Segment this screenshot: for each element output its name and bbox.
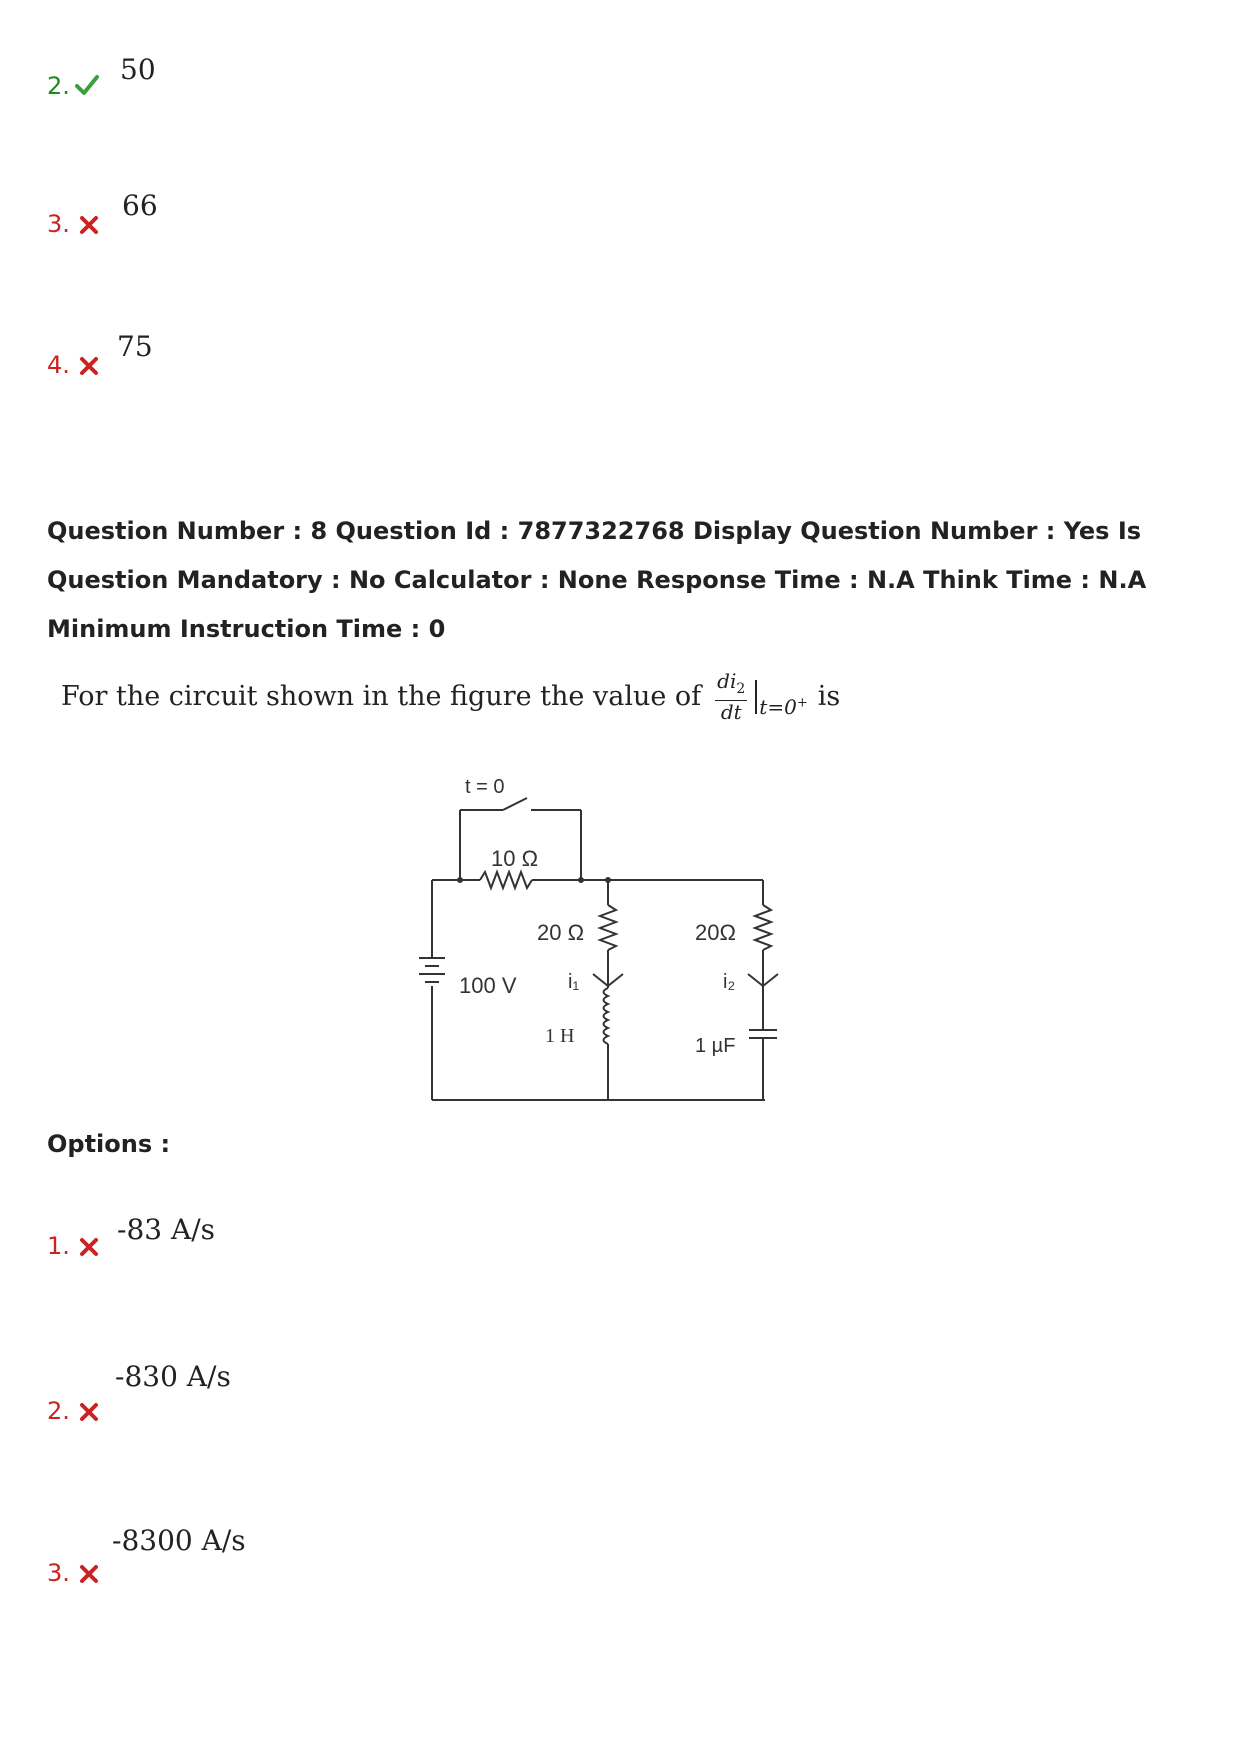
current-i1-label: i₁ <box>568 971 580 993</box>
evaluation-point: t=0+ <box>759 694 808 719</box>
question-meta: Question Number : 8 Question Id : 7877322768 Display Question Number : Yes Is Question Mandatory : No Calculator : None Response Time : N.A Think Time : N.A Minimum Instruction Time : 0 <box>47 517 1147 643</box>
option-value: 50 <box>120 53 156 86</box>
option-number: 1. <box>47 1232 70 1260</box>
option-number: 3. <box>47 210 70 238</box>
cross-icon <box>76 353 102 379</box>
capacitor-label: 1 µF <box>695 1035 736 1057</box>
source-label: 100 V <box>459 973 517 998</box>
resistor-20-right-label: 20Ω <box>695 920 736 945</box>
derivative-fraction <box>715 670 747 723</box>
current-i2-label: i₂ <box>723 971 736 993</box>
option-value: 75 <box>117 330 153 363</box>
inductor-label: 1 H <box>545 1025 575 1047</box>
resistor-10-label: 10 Ω <box>491 846 539 871</box>
option-1 <box>0 1213 600 1290</box>
option-number: 4. <box>47 351 70 379</box>
cross-icon <box>76 212 102 238</box>
resistor-20-mid-label: 20 Ω <box>537 920 585 945</box>
option-number: 2. <box>47 1397 70 1425</box>
prev-option-3 <box>0 189 600 268</box>
circuit-diagram <box>405 760 795 1110</box>
switch-label: t = 0 <box>465 776 505 798</box>
cross-icon <box>76 1399 102 1425</box>
evaluation-bar <box>755 680 757 714</box>
prev-option-4 <box>0 330 600 409</box>
question-prefix: For the circuit shown in the figure the value of <box>61 681 702 712</box>
option-number: 3. <box>47 1559 70 1587</box>
prev-option-2 <box>0 53 600 130</box>
question-text <box>61 670 840 723</box>
option-number: 2. <box>47 72 70 100</box>
cross-icon <box>76 1561 102 1587</box>
fraction-denominator: dt <box>720 700 742 724</box>
option-value: -83 A/s <box>117 1213 216 1246</box>
option-value: -8300 A/s <box>112 1524 246 1557</box>
option-3 <box>0 1524 600 1617</box>
check-icon <box>74 72 100 98</box>
option-2 <box>0 1360 600 1455</box>
question-suffix: is <box>817 681 841 712</box>
option-value: 66 <box>122 189 158 222</box>
options-label: Options : <box>47 1130 171 1158</box>
fraction-numerator-sub: 2 <box>736 681 746 697</box>
fraction-numerator: di <box>717 669 737 693</box>
option-value: -830 A/s <box>115 1360 231 1393</box>
cross-icon <box>76 1234 102 1260</box>
